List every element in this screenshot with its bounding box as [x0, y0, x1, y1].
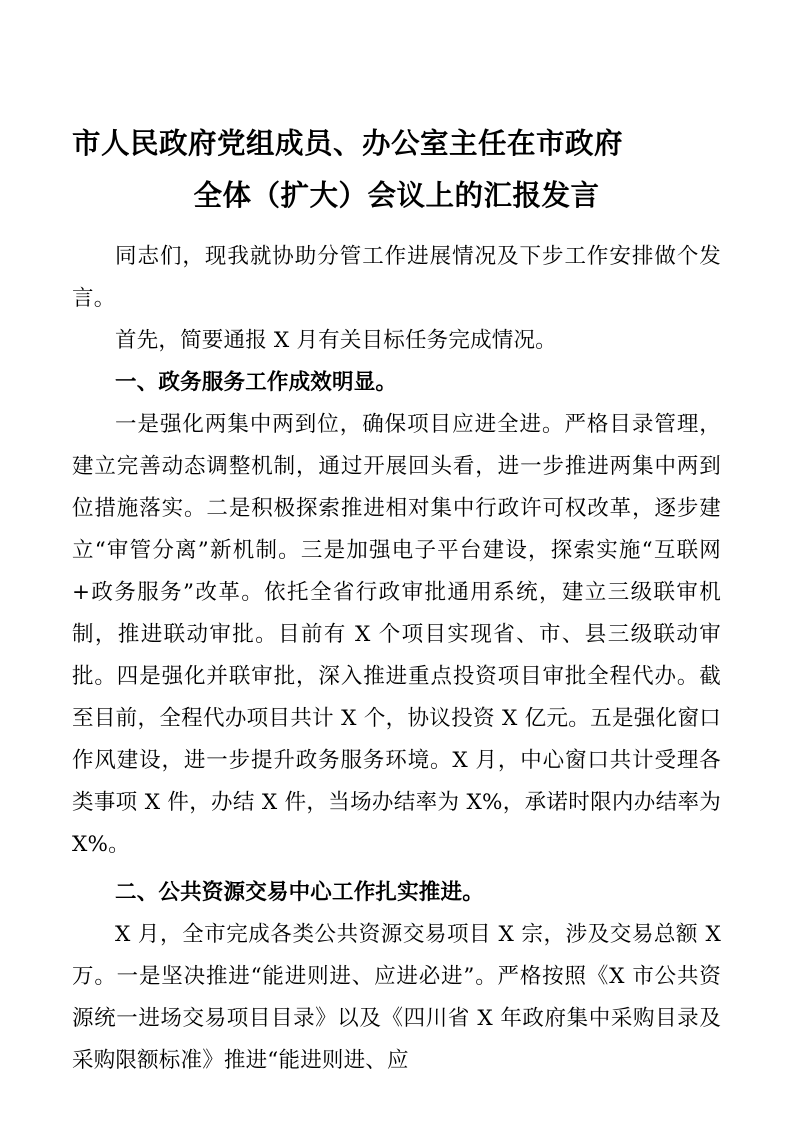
section-heading-1: 一、政务服务工作成效明显。 — [115, 370, 398, 395]
page-title-line-1: 市人民政府党组成员、办公室主任在市政府 — [72, 127, 624, 160]
paragraph-brief: 首先，简要通报 X 月有关目标任务完成情况。 — [115, 328, 557, 353]
section-heading-2: 二、公共资源交易中心工作扎实推进。 — [115, 880, 484, 905]
section-body-2: X 月，全市完成各类公共资源交易项目 X 宗，涉及交易总额 X 万。一是坚决推进“能进则进、应进必进”。严格按照《X 市公共资源统一进场交易项目目录》以及《四川省 X 年政府集中采购目录及采购限额标准》推进“能进则进、应 — [72, 922, 721, 1073]
page-title-line-2: 全体（扩大）会议上的汇报发言 — [193, 179, 600, 212]
paragraph-intro: 同志们，现我就协助分管工作进展情况及下步工作安排做个发言。 — [72, 244, 721, 311]
page-title — [72, 118, 721, 222]
section-body-1: 一是强化两集中两到位，确保项目应进全进。严格目录管理，建立完善动态调整机制，通过开展回头看，进一步推进两集中两到位措施落实。二是积极探索推进相对集中行政许可权改革，逐步建立“审管分离”新机制。三是加强电子平台建设，探索实施“互联网+政务服务”改革。依托全省行政审批通用系统，建立三级联审机制，推进联动审批。目前有 X 个项目实现省、市、县三级联动审批。四是强化并联审批，深入推进重点投资项目审批全程代办。截至目前，全程代办项目共计 X 个，协议投资 X 亿元。五是强化窗口作风建设，进一步提升政务服务环境。X 月，中心窗口共计受理各类事项 X 件，办结 X 件，当场办结率为 X%，承诺时限内办结率为 X%。 — [72, 412, 721, 857]
